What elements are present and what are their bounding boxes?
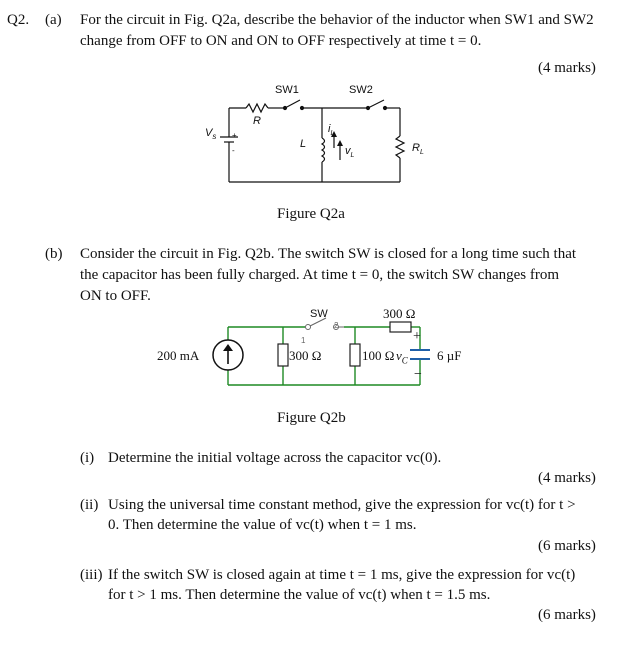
part-ii-line1: Using the universal time constant method, give the expression for vc(t) for t > [108, 497, 576, 513]
capacitor-minus: − [414, 367, 422, 382]
current-source-label: 200 mA [157, 348, 200, 363]
question-number: Q2. [7, 12, 30, 28]
resistor-r-label: R [253, 115, 261, 127]
resistor-series-label: 300 Ω [383, 306, 416, 321]
part-a-line1: For the circuit in Fig. Q2a, describe the behavior of the inductor when SW1 and SW2 [80, 12, 594, 28]
vs-label: $V_s$ [205, 127, 217, 142]
part-a-line2: change from OFF to ON and ON to OFF respectively at time t = 0. [80, 33, 482, 49]
resistor-100-label: 100 Ω [362, 348, 395, 363]
part-i-marks: (4 marks) [538, 470, 596, 486]
battery-plus: + [232, 131, 237, 140]
part-b-line2: the capacitor has been fully charged. At time t = 0, the switch SW changes from [80, 267, 560, 283]
figure-q2b-caption: Figure Q2b [277, 410, 346, 426]
part-i-line1: Determine the initial voltage across the capacitor vc(0). [108, 450, 442, 466]
vl-label: $v_L$ [345, 145, 355, 160]
resistor-300-label: 300 Ω [289, 348, 322, 363]
rl-label: $R_L$ [412, 142, 424, 157]
part-iii-marks: (6 marks) [538, 607, 596, 623]
sw1-label: SW1 [275, 84, 299, 96]
part-b-line3: ON to OFF. [80, 288, 151, 304]
figure-q2a-caption: Figure Q2a [277, 206, 345, 222]
sw-pin1-label: 1 [301, 336, 306, 345]
part-ii-line2: 0. Then determine the value of vc(t) when t = 1 ms. [108, 517, 417, 533]
sw-label: SW [310, 308, 328, 320]
part-iii-line2: for t > 1 ms. Then determine the value of vc(t) when t = 1.5 ms. [108, 587, 491, 603]
part-ii-label: (ii) [80, 497, 99, 513]
sw-pin2-label: 2 [334, 321, 339, 330]
capacitor-plus: + [413, 329, 421, 344]
resistor-100-shunt [350, 344, 360, 366]
part-b-label: (b) [45, 246, 63, 262]
il-label: $i_L$ [328, 123, 335, 138]
sw-pin1 [306, 325, 311, 330]
vc-label: $v_C$ [396, 348, 408, 366]
inductor-label: L [300, 138, 307, 150]
battery-minus: - [232, 146, 235, 155]
part-iii-label: (iii) [80, 567, 103, 583]
part-ii-marks: (6 marks) [538, 538, 596, 554]
part-a-marks: (4 marks) [538, 60, 596, 76]
part-i-label: (i) [80, 450, 95, 466]
capacitor-value-label: 6 µF [437, 348, 462, 363]
part-iii-line1: If the switch SW is closed again at time t = 1 ms, give the expression for vc(t) [108, 567, 576, 583]
sw2-label: SW2 [349, 84, 373, 96]
part-b-line1: Consider the circuit in Fig. Q2b. The switch SW is closed for a long time such that [80, 246, 577, 262]
part-a-label: (a) [45, 12, 62, 28]
resistor-300-shunt [278, 344, 288, 366]
